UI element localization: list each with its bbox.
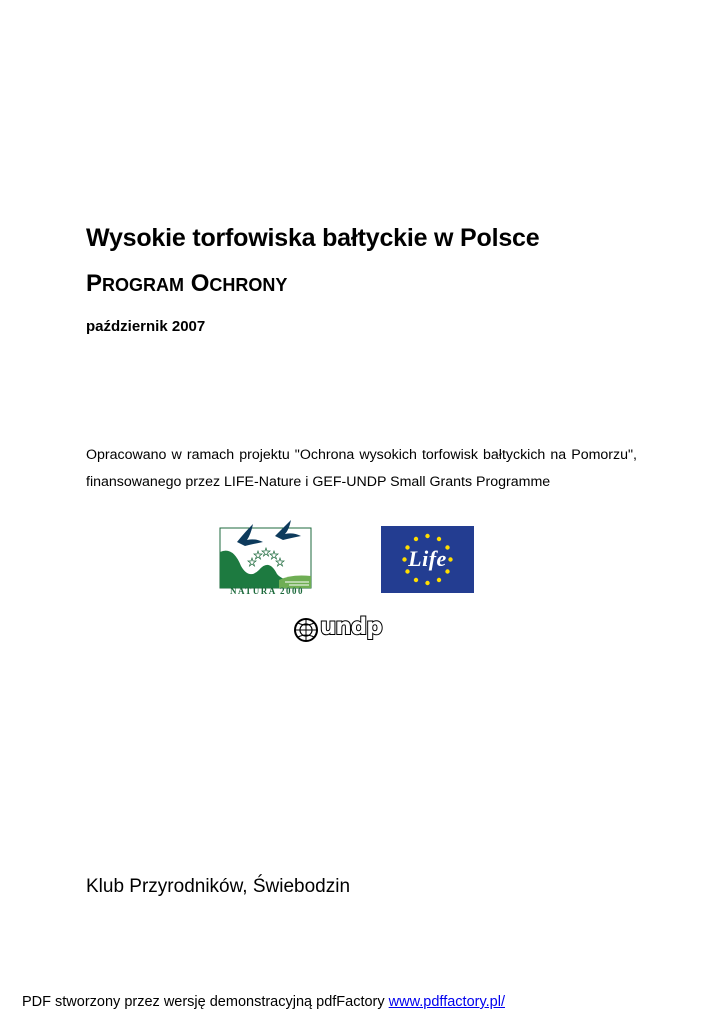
subtitle-rest-chrony: CHRONY: [209, 275, 288, 295]
undp-label: undp: [320, 614, 382, 640]
undp-logo: [293, 615, 393, 645]
intro-paragraph: Opracowano w ramach projektu "Ochrona wysokich torfowisk bałtyckich na Pomorzu", finansowanego przez LIFE-Nature i GEF-UNDP Small Grants Programme: [86, 447, 637, 490]
un-emblem-icon: [293, 617, 319, 643]
document-subtitle: [86, 272, 287, 296]
natura-2000-label: NATURA 2000: [229, 586, 305, 596]
pdf-footer: [22, 994, 505, 1010]
subtitle-initial-p: P: [86, 270, 103, 297]
life-label: Life: [408, 546, 447, 571]
document-date: październik 2007: [86, 318, 206, 335]
publisher-name: Klub Przyrodników, Świebodzin: [86, 876, 351, 897]
subtitle-rest-rogram: ROGRAM: [102, 275, 185, 295]
life-logo: [381, 526, 474, 593]
pdffactory-link[interactable]: www.pdffactory.pl/: [388, 994, 505, 1010]
document-title: Wysokie torfowiska bałtyckie w Polsce: [86, 224, 540, 252]
natura-2000-logo: [219, 518, 313, 600]
footer-text: PDF stworzony przez wersję demonstracyjną pdfFactory: [22, 994, 389, 1010]
subtitle-initial-o: O: [190, 270, 210, 297]
